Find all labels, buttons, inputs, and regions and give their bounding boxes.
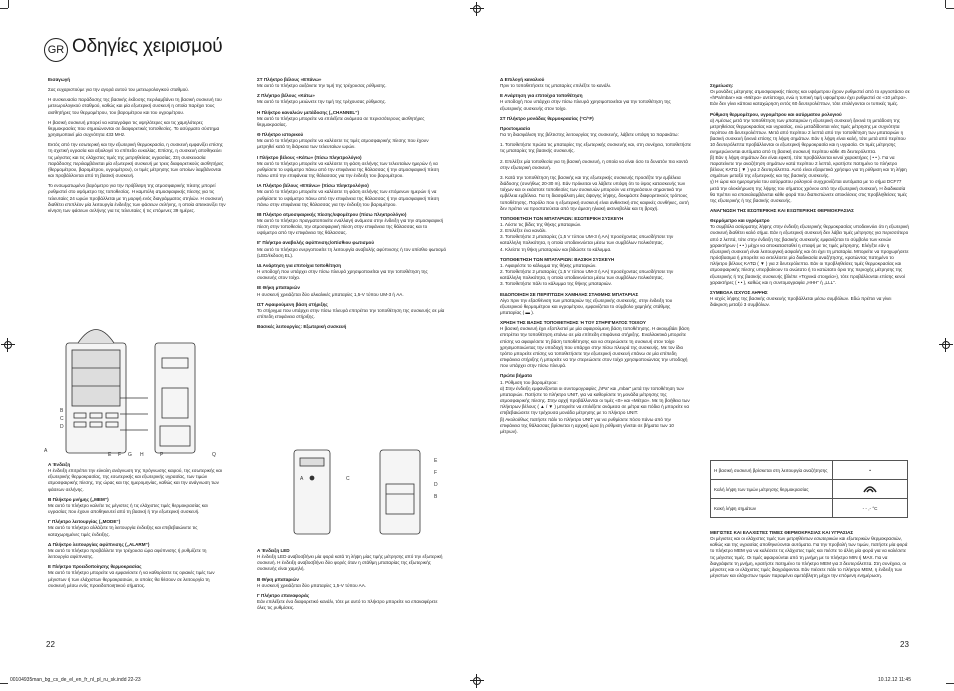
section-heading: Εισαγωγή [48, 77, 71, 82]
section-text: Με αυτό το πλήκτρο αλλάζετε τη λειτουργία ένδειξης και επιβεβαιώνετε τις καταχωρημένες τιμές ένδειξης. [48, 525, 198, 537]
col2-block [257, 183, 447, 208]
section-heading: Β Πλήκτρο μνήμης („MEM“) [48, 496, 109, 502]
section-text: Με αυτό το πλήκτρο αυξάνετε την τιμή της τρέχουσας ρύθμισης. [257, 83, 387, 89]
signal-strength-table [710, 460, 908, 518]
section-heading: Πρώτα βήματα [500, 373, 532, 379]
outdoor-label-d: D [434, 482, 438, 488]
col2-block [257, 302, 447, 320]
section-text: Το ενσωματωμένο βαρόμετρο για την πρόβλεψη της ατμοσφαιρικής πίεσης μπορεί ρυθμιστεί στο υψόμετρο της τοποθεσίας. Η καμπύλη ατμοσφαιρικής πίεσης για τις τελευταίες 24 ωρών προβάλλεται με τη μορφή ενός διαγράμματος στηλών. Η συσκευή διαθέτει επιπλέον μία λειτουργία ένδειξης των φάσεων σελήνης, η οποία απεικονίζει την κίνηση των φάσεων σελήνης για τις τελευταίες ή τις επόμενες 39 ημέρες. [48, 183, 226, 213]
col3-block [500, 257, 692, 288]
section-text: Εάν επιλέξετε ένα διαφορετικό κανάλι, τότε με αυτό το πλήκτρο μπορείτε να επαναφέρετε όλες τις ρυθμίσεις. [257, 599, 438, 611]
section-text: Με αυτό το πλήκτρο μπορείτε να καλέσετε τη φάση σελήνης των τελευταίων ημερών ή να ρυθμίσετε το υψόμετρο πάνω από την επιφάνεια της θάλασσας ή την ατμοσφαιρική πίεση πάνω από την επιφάνεια της θάλασσας για την ένδειξη του βαρομέτρου. [257, 160, 440, 179]
column-2-lower [257, 548, 447, 615]
col1-block [48, 120, 226, 138]
section-heading: ΙΒ Πλήκτρο ατμοσφαιρικής πίεσης/υψομέτρου (πίσω πληκτρολόγιο) [257, 211, 407, 217]
col3-block [500, 116, 692, 122]
col3-block [500, 292, 692, 317]
section-text: Η συσκευή χρειάζεται δύο αλκαλικές μπαταρίες 1,5-V τύπου UM-3 ή AA. [257, 291, 404, 297]
section-text: Για τη διασφάλιση της βέλτιστης λειτουργίας της συσκευής, λάβετε υπόψη τα παρακάτω: [500, 132, 679, 138]
section-text: Εκτός από την εσωτερική και την εξωτερική θερμοκρασία, η συσκευή εμφανίζει επίσης τη σχετική υγρασία και αξιολογεί το επίπεδο ευκολίας. Επίσης, η συσκευή αποθηκεύει τις μέγιστες και τις ελάχιστες τιμές της μετρηθείσας υγρασίας. Στη συσκευασία παράδοσης περιλαμβάνεται μία εξωτερική συσκευή με τρεις διαφορετικούς αισθητήρες (θερμομέτρου, βαρομέτρου, υγρομέτρου), οι τιμές μέτρησης των οποίων λαμβάνονται και προβάλλονται από τη βασική συσκευή. [48, 142, 224, 179]
section-text: 1. Ρύθμιση του βαρομέτρου: α) Στην ένδειξη εμφανίζονται οι συντομογραφίες „hPa“ και „mbar“ μετά την τοποθέτηση των μπαταριών. Πατήστε το πλήκτρο UNIT, για να καθορίσετε τη μονάδα μέτρησης της ατμοσφαιρικής πίεσης. Στην αρχή προβάλλονται οι τιμές «0» και «Μέτρα». Με τη βοήθεια των πλήκτρων βέλους ( ▲ / ▼ ) μπορείτε να επιλέξετε ανάμεσα σε μέτρα και πόδια ή μπορείτε να επιβεβαιώσετε την τρέχουσα μονάδα μέτρησης με το πλήκτρο UNIT. β) Ακολούθως πατήστε πάλι το πλήκτρο UNIT για να ρυθμίσετε πόσο πάνω από την επιφάνεια της θάλασσας βρίσκεται η αρχική ώρα (η ρύθμιση γίνεται σε βήματα των 10 μέτρων). [500, 379, 690, 434]
section-text: Το συμβόλο ασύρματης λήψης στην ένδειξη εξωτερικής θερμοκρασίας υποδεικνύει ότι η εξωτερική συσκευή διαθέτει καλό σήμα. Εάν η εξωτερική συσκευή δεν λάβει τιμές μέτρησης για περισσότερο από 2 λεπτά, τότε στην ένδειξη της βασικής συσκευής εμφανίζεται το σύμβολο των κενών χαρακτήρων ( • • ) μέχρι να αποκατασταθεί η επαφή με τις τιμές μέτρησης. Ελέγξτε εάν η εξωτερική συσκευή είναι λειτουργική ασφαλής και ότι έχει τη μπαταρία. Μπορείτε να προχωρήσετε πρόσβασιμα ή μπορείτε να εκτελέσετε μία διαδικασία αναζήτησης, κρατώντας πατημένο το πλήκτρο βέλους ΚΑΤΩ ( ▼ ) για 2 δευτερόλεπτα. Εάν οι προβληθείσες τιμές θερμοκρασίας και ατμοσφαιρικής πίεσης υπερβαίνουν το ανώτατο ή το κατώτατο όριο της περιοχής μέτρησης της εξωτερικής ή της βασικής συσκευής (βλέπε «Τεχνικά στοιχεία»), τότε προβάλλονται επίσης κενοί χαρακτήρες ( • • ), καθώς και η συντομογραφία „ΗΗΗ“ ή „LLL“. [710, 224, 909, 285]
section-heading: ΕΙΔΟΠΟΙΗΣΗ ΣΕ ΠΕΡΙΠΤΩΣΗ ΧΑΜΗΛΗΣ ΣΤΑΘΜΗΣ ΜΠΑΤΑΡΙΑΣ [500, 291, 639, 297]
section-text: Η υποδοχή που υπάρχει στην πίσω πλευρά χρησιμοποιείται για την τοποθέτηση της συσκευής στον τοίχο. [257, 269, 428, 281]
figure-label-p: P [160, 452, 164, 458]
base-station-figure [60, 318, 220, 458]
col1-block [48, 77, 226, 83]
col2-block [257, 263, 447, 281]
section-heading: Α Ένδειξη LED [257, 548, 290, 553]
registration-mark-right [941, 340, 951, 350]
section-text: Η συσκευή χρειάζεται δύο μπαταρίες 1,5-V τύπου ΑΑ. [257, 582, 367, 588]
col2-block [257, 110, 447, 128]
col4-block [710, 208, 910, 214]
section-text: Με αυτό το πλήκτρο μειώνετε την τιμή της τρέχουσας ρύθμισης. [257, 99, 387, 105]
col2b-block [257, 548, 447, 573]
section-heading: ΤΟΠΟΘΕΤΗΣΗ ΤΩΝ ΜΠΑΤΑΡΙΩΝ: ΒΑΣΙΚΗ ΣΥΣΚΕΥΗ [500, 256, 615, 262]
section-text: 1. Τοποθετήστε πρώτα τις μπαταρίες της εξωτερικής συσκευής και, στη συνέχεια, τοποθετήστε τις μπαταρίες της βασικής συσκευής. [500, 142, 692, 154]
outdoor-label-c: C [346, 476, 350, 482]
column-1-lower [48, 462, 226, 593]
section-heading: Προετοιμασία [500, 125, 531, 131]
signal-table-row [711, 461, 908, 480]
col1b-block [48, 542, 226, 560]
col3-block [500, 175, 692, 212]
page-number-left: 22 [46, 640, 55, 649]
col2-block [257, 155, 447, 180]
figure-label-h: H [140, 452, 144, 458]
col3-block [500, 77, 692, 89]
section-text: Η ισχύς λήψης της βασικής συσκευής προβάλλεται μέσω συμβόλων. Εδώ πρέπει να γίνει διάκριση μεταξύ 3 συμβόλων. [710, 296, 892, 308]
col3-block [500, 320, 692, 369]
col1b-block [48, 497, 226, 515]
registration-mark-left [3, 340, 13, 350]
section-heading: ΣΤ Πλήκτρο μονάδας θερμοκρασίας (°C/°F) [500, 115, 594, 121]
section-text: Το στήριγμα που υπάρχει στην πίσω πλευρά επιτρέπει την τοποθέτηση της συσκευής σε μία επίπεδη επιφάνεια στήριξης. [257, 307, 445, 319]
outdoor-label-e: E [434, 458, 438, 464]
section-text: Με αυτό το πλήκτρο μπορείτε να επιλέξετε ανάμεσα σε περισσότερους αισθητήρες θερμοκρασίας. [257, 115, 425, 127]
col2-block [257, 77, 447, 89]
outdoor-label-b: B [434, 494, 438, 500]
col4b-block [710, 530, 910, 579]
section-heading: ΙΕ Θήκη μπαταριών [257, 285, 300, 291]
signal-table-symbol [833, 480, 908, 499]
section-heading: Δ Επιλογή καναλιού [500, 77, 545, 82]
outdoor-label-f: F [434, 470, 438, 476]
section-heading: ΣΤ Πλήκτρο βέλους «Επάνω» [257, 77, 322, 82]
section-heading: Γ Πλήκτρο επαναφοράς [257, 592, 310, 598]
signal-table-label: Κακή λήψη σημάτων [711, 499, 833, 518]
signal-waves-icon [862, 484, 878, 494]
section-text: 3. Κατά την τοποθέτηση της βασικής και της εξωτερικής συσκευής προσέξτε την εμβέλεια διάδοσης (συνήθως 20-30 m). Εάν πρόκειται να λάβετε υπόψη ότι το ύψος κατασκευής των τοίχων και οι εκάστοτε τοποθεσίες των συσκευών μπορούν να επηρεάσουν σημαντικά την εμβέλεια εμβέλεια. Για τη διασφάλιση μίας άψογης λήψης, δοκιμάστε διαφορετικούς τρόπους τοποθέτησης. Παρόλο που η εξωτερική συσκευή είναι ανθεκτική στις καιρικές συνθήκες, αυτή δεν πρέπει να προστατεύεται από την άμεση ηλιακή ακτινοβολία και τη βροχή. [500, 174, 689, 211]
figure-label-b: B [60, 408, 64, 414]
col3-block [500, 126, 692, 138]
page-number-right: 23 [900, 640, 909, 649]
col2b-block [257, 577, 447, 589]
section-heading: Ζ Πλήκτρο βέλους «Κάτω» [257, 93, 315, 99]
section-text: Με αυτό το πλήκτρο προβάλλετε την τρέχουσα ώρα αφύπνισης ή ρυθμίζετε τη λειτουργία αφύπνισης. [48, 547, 207, 560]
section-heading: Δ Πλήκτρο λειτουργίας αφύπνισης („ALARM“) [48, 541, 150, 547]
column-4 [710, 83, 910, 312]
figure-label-e: E [108, 452, 112, 458]
section-heading: ΙΓ Πλήκτρο αναβολής αφύπνισης/οπίσθιου φωτισμού [257, 240, 375, 246]
col3-block [500, 159, 692, 171]
section-text: Η βασική συσκευή έχει εξοπλιστεί με μία αφαιρούμενη βάση τοποθέτησης. Η ακουμβάει βάση επιτρέπει την τοποθέτηση επάνω σε μία επίπεδη επιφάνεια στήριξης. Εναλλακτικά μπορείτε επίσης να αφαιρέσετε τη βάση τοποθέτησης και να στερεώσετε τη συσκευή στον τοίχο χρησιμοποιώντας την υποδοχή που υπάρχει στην πίσω πλευρά της συσκευής. Με τον ίδιο τρόπο μπορείτε επίσης να τοποθετήσετε την εξωτερική συσκευή επάνω σε μία επίπεδη επιφάνεια στήριξης ή μπορείτε να την στερεώσετε στον τοίχο χρησιμοποιώντας την υποδοχή που υπάρχει στην πίσω πλευρά. [500, 326, 690, 369]
section-text: 1. Λύστε τις βίδες της θήκης μπαταριών. 2. Επιλέξτε ένα κανάλι. 3. Τοποθετήστε 2 μπαταρίες (1,5 V τύπου UM-3 ή ΑΑ) προσέχοντας οπωσδήποτε την καταλληλη πολικότητα, η οποία υποδεικνύεται μέσω των συμβόλων πολικότητας. 4. Κλείστε τη θήκη μπαταριών και βιδώστε το κάλυμμα. [500, 221, 674, 252]
col1b-block [48, 519, 226, 537]
section-text: 1. Αφαιρέστε το κάλυμμα της θήκης μπαταριών. 2. Τοποθετήστε 2 μπαταρίες (1,5 V τύπου UM-3 ή ΑΑ) προσέχοντας οπωσδήποτε την κατάλληλη πολικότητα, η οποία υποδεικνύεται μέσω των συμβόλων πολικότητας. 3. Τοποθετήστε πάλι το κάλυμμα της θήκης μπαταριών. [500, 262, 674, 287]
column-2 [257, 77, 447, 334]
section-heading: Βασικές λειτουργίες: Εξωτερική συσκευή [257, 324, 347, 330]
section-text: Οι μονάδες μέτρησης ατμοσφαιρικής πίεσης και υψόμετρου έχουν ρυθμιστεί από το εργοστάσιο σε «hPa/mbar» και «Μέτρα» αντίστοιχα, ενώ η τυπική τιμή υψομέτρου έχει ρυθμιστεί σε «10 μέτρα». Εάν δεν γίνει κάποια καταχώρηση εντός 60 δευτερολέπτων, τότε επιλέγονται οι τυπικές τιμές. [710, 89, 910, 107]
col4-block [710, 83, 910, 108]
figure-label-d: D [60, 424, 64, 430]
section-text: Με αυτό το πλήκτρο καλείτε τις μέγιστες ή τις ελάχιστες τιμές θερμοκρασίας και υγρασίας που έχουν αποθηκευτεί από τη βασική ή την εξωτερική συσκευή. [48, 502, 208, 515]
outdoor-label-a: A [300, 476, 304, 482]
section-heading: ΤΟΠΟΘΕΤΗΣΗ ΤΩΝ ΜΠΑΤΑΡΙΩΝ: ΕΣΩΤΕΡΙΚΗ ΣΥΣΚΕΥΗ [500, 215, 624, 221]
column-1 [48, 77, 226, 218]
registration-mark-bottom [472, 676, 482, 686]
section-text: Η συσκευασία παράδοσης της βασικής έκδοσης περιλαμβάνει τη βασική συσκευή του μετεωρολογικού σταθμού, καθώς και μία εξωτερική συσκευή η οποία παρέχει τους αισθητήρες του θερμομέτρου, του βαρομέτρου και του υγρομέτρου. [48, 97, 222, 115]
section-heading: ΜΕΓΙΣΤΕΣ ΚΑΙ ΕΛΑΧΙΣΤΕΣ ΤΙΜΕΣ ΘΕΡΜΟΚΡΑΣΙΑΣ ΚΑΙ ΥΓΡΑΣΙΑΣ [710, 530, 854, 535]
registration-mark-top [472, 4, 482, 14]
section-text: Με αυτό το πλήκτρο μπορείτε να καλέσετε τη φάση σελήνης των επόμενων ημερών ή να ρυθμίσετε το υψόμετρο πάνω από την επιφάνεια της θάλασσας ή την ατμοσφαιρική πίεση πάνω στην επιφάνεια της θάλασσας για την ένδειξη του βαρομέτρου. [257, 189, 440, 207]
col1-block [48, 142, 226, 179]
section-heading: ΙΑ Πλήκτρο βέλους «Επάνω» (πίσω πληκτρολόγιο) [257, 183, 369, 189]
signal-table-row [711, 480, 908, 499]
col3-block [500, 142, 692, 154]
section-text: Με αυτό το πλήκτρο ενεργοποιείτε τη λειτουργία αναβολής αφύπνισης ή τον οπίσθιο φωτισμό (LED/έκδοση EL). [257, 246, 447, 258]
section-text: Σας ευχαριστούμε για την αγορά αυτού του μετεωρολογικού σταθμού. [48, 87, 190, 93]
section-text: Με αυτό το πλήκτρο πραγματοποιείτε εναλλαγή ανάμεσα στην ένδειξη για την ατμοσφαιρική πίεση στην τοποθεσία, την ατμοσφαιρική πίεση στην επιφάνεια της θάλασσας και το υψόμετρο από την επιφάνεια της θάλασσας. [257, 217, 444, 236]
section-text: Η ένδειξη LED αναβοσβήνει μία φορά κατά τη λήψη μίας τιμής μέτρησης από την εξωτερική συσκευή. Η ένδειξη αναβοσβήνει δύο φορές όταν η στάθμη μπαταρίας της εξωτερικής συσκευής είναι χαμηλή. [257, 554, 443, 572]
file-slug: 00104935man_bg_cs_de_el_en_fr_nl_pl_ru_sk.indd 22-23 [10, 677, 141, 683]
col4-block [710, 290, 910, 308]
signal-table-label: Η βασική συσκευή βρίσκεται στη λειτουργία αναζήτησης [711, 461, 833, 480]
section-text: Λίγο πριν την εξασθένιση των μπαταριών της εξωτερικής συσκευής, στην ένδειξη του εξωτερικού θερμομέτρου και υγρομέτρου, εμφανίζεται το σύμβολο χαμηλής στάθμης μπαταρίας ( ▬ ). [500, 297, 673, 315]
section-heading: ΙΔ Ανάρτηση για επιτοίχια τοποθέτηση [257, 262, 342, 268]
signal-table-row [711, 499, 908, 518]
section-heading: Γ Πλήκτρο λειτουργίας („MODE“) [48, 519, 121, 525]
section-heading: Θ Πλήκτρο ιστορικού [257, 132, 304, 138]
figure-label-c: C [60, 416, 64, 422]
section-heading: Ε Πλήκτρο προειδοποίησης θερμοκρασίας [48, 564, 142, 570]
col4-block [710, 218, 910, 286]
signal-table-symbol: - - ,- °C [833, 499, 908, 518]
col2-block [257, 212, 447, 237]
language-badge-label: GR [47, 44, 65, 56]
section-text: Η βασική συσκευή μπορεί να καταγράφει τις υψηλότερες και τις χαμηλότερες θερμοκρασίες που σημειώνονται σε διαφορετικές τοποθεσίες. Το ασύρματο σύστημα χρησιμοποιεί μία συχνότητα 433 MHz. [48, 119, 220, 138]
section-text: Η υποδοχή που υπάρχει στην πίσω πλευρά χρησιμοποιείται για την τοποθέτηση της εξωτερικής συσκευής στον τοίχο. [500, 99, 671, 111]
section-heading: ΣΥΜΒΟΛΑ ΙΣΧΥΟΣ ΛΗΨΗΣ [710, 289, 768, 295]
col2-block [257, 93, 447, 105]
col1-block [48, 183, 226, 214]
section-heading: ΧΡΗΣΗ ΤΗΣ ΒΑΣΗΣ ΤΟΠΟΘΕΤΗΣΗΣ Ή ΤΟΥ ΣΤΗΡΙΓΜΑΤΟΣ ΤΟΙΧΟΥ [500, 320, 646, 326]
section-heading: Ι Πλήκτρο βέλους «Κάτω» (πίσω πληκτρολόγιο) [257, 154, 362, 160]
page-title: Οδηγίες χειρισμού [72, 36, 223, 57]
col1-block [48, 87, 226, 93]
col3-block [500, 216, 692, 253]
section-heading: Ρύθμιση θερμομέτρου, υγρομέτρου και ασύρματου ρολογιού [710, 111, 842, 117]
section-heading: Η Πλήκτρο καναλιών μετάδοσης („CHANNEL“) [257, 109, 360, 115]
column-3 [500, 77, 692, 439]
col3-block [500, 373, 692, 435]
figure-label-a: A [44, 448, 48, 454]
section-text: Με αυτό το πλήκτρο μπορείτε να καλέσετε τις τιμές ατμοσφαιρικής πίεσης που έχουν μετρηθεί κατά τη διάρκεια των τελευταίων ωρών. [257, 138, 429, 150]
section-heading: Ε Ανάρτηση για επιτοίχια τοποθέτηση [500, 93, 583, 99]
col2b-block [257, 593, 447, 611]
section-text: Η ένδειξη επιτρέπει την εύκολη ανάγνωση της πρόγνωσης καιρού, της εσωτερικής και εξωτερικής θερμοκρασίας, της εσωτερικής και εξωτερικής υγρασίας, των τιμών ατμοσφαιρικής πίεσης, της ώρας και της ημερομηνίας, καθώς και την ανάγνωση των φάσεων σελήνης. [48, 468, 222, 492]
section-text: Πριν το τοποθετήσετε τις μπαταρίες επιλέξτε το κανάλι. [500, 83, 612, 89]
print-date: 10.12.12 11:45 [878, 677, 911, 683]
section-text: Με αυτό το πλήκτρο μπορείτε να εμφανίσετε ή να καθορίσετε τις οριακές τιμές των μέγιστων ή των ελάχιστων θερμοκρασιών, οι οποίες θα θέσουν σε λειτουργία τη συσκευή μέσω ενός προειδοποιητικού σήματος. [48, 570, 215, 588]
section-heading: ΑΝΑΓΝΩΣΗ ΤΗΣ ΕΣΩΤΕΡΙΚΗΣ ΚΑΙ ΕΞΩΤΕΡΙΚΗΣ ΘΕΡΜΟΚΡΑΣΙΑΣ [710, 207, 854, 213]
section-text: Οι μέγιστες και οι ελάχιστες τιμές των μετρηθέντων εσωτερικών και εξωτερικών θερμοκρασιών, καθώς και της υγρασίας αποθηκεύονται αυτόματα. Για την προβολή των τιμών, πατήστε μία φορά το πλήκτρο MEM για να καλέσετε τις ελάχιστες τιμές και πιέστε το άλλη μία φορά για να καλέσετε τις μέγιστες τιμές. Οι τιμές αφαιρούνται από τη μνήμη με το πλήκτρο MIN ή MAX. Για να διαγράψετε τη μνήμη, κρατήστε πατημένο το πλήκτρο MEM για 3 δευτερόλεπτα. Στη συνέχεια, οι μέγιστες και οι ελάχιστες τιμές διαγράφονται. Εάν πιέσετε πάλι το πλήκτρο MEM, η ένδειξη των μέγιστων και ελάχιστων τιμών παραμένει αμετάβλητη μέχρι την επόμενη ενημέρωση. [710, 536, 908, 579]
column-4-lower [710, 530, 910, 583]
section-heading: Θερμόμετρο και υγρόμετρο [710, 218, 770, 224]
section-text: 2. Επιλέξτε μία τοποθεσία για τη βασική συσκευή, η οποία να είναι όσο το δυνατόν πιο κοντά στην εξωτερική συσκευή. [500, 158, 688, 170]
col3-block [500, 93, 692, 111]
figure-label-q: Q [212, 452, 216, 458]
signal-table-symbol: • [833, 461, 908, 480]
col2-block [257, 285, 447, 297]
outdoor-sensor-figure [290, 444, 440, 536]
col2-block [257, 240, 447, 258]
col2-block [257, 132, 447, 150]
section-heading: ΙΣΤ Αφαιρούμενη βάση στήριξης [257, 301, 328, 307]
section-heading: Α Ένδειξη [48, 462, 71, 467]
section-text: α) Αμέσως μετά την τοποθέτηση των μπαταριών η εξωτερική συσκευή ξεκινά τη μετάδοση της μετρηθείσας θερμοκρασίας και υγρασίας, ενώ μεταδίδονται νέες τιμές μέτρησης με συχνότητα περίπου 45 δευτερολέπτων. Μετά από περίπου 2 λεπτά από την τοποθέτηση των μπαταριών η βασική συσκευή ξεκινά επίσης τη λήψη σημάτων. Εάν η λήψη είναι καλή, τότε μετά από περίπου 10 δευτερόλεπτα προβάλλονται οι εξωτερική θερμοκρασία και η υγρασία. Οι τιμές μέτρησης ενημερώνονται αυτόματα από τη βασική συσκευή περίπου κάθε 45 δευτερόλεπτα. β) Εάν η λήψη σημάτων δεν είναι εφικτή, τότε προβάλλονται κενοί χαρακτήρες ( • • ). Για να παρατείνετε την αναζήτηση σημάτων κατά περίπου 2 λεπτά, κρατήστε πατημένο το πλήκτρο βέλους ΚΑΤΩ ( ▼ ) για 2 δευτερόλεπτα. Αυτό είναι εξαιρετικά χρήσιμο για τη ρύθμιση και τη λήψη σημάτων μεταξύ της εξωτερικής και της βασικής συσκευής. γ) Η ώρα και ημερομηνία του ασύρματου ρολογιού συγχρονίζεται αυτόματα με το σήμα DCF77 μετά την ολοκλήρωση της λήψης του σήματος χρόνου από την εξωτερική συσκευή. Η διαδικασία θα πρέπει να επαναλαμβάνεται κάθε φορά που διαπιστώνετε αποκλίσεις στις προβληθείσες τιμές της εξωτερικής ή της βασικής συσκευής. [710, 117, 908, 203]
col1-block [48, 97, 226, 115]
section-heading: Β Θήκη μπαταριών [257, 576, 299, 582]
language-badge [44, 38, 68, 62]
section-heading: Σημείωση: [710, 83, 734, 88]
col2-block [257, 324, 447, 330]
figure-label-f: F [118, 452, 122, 458]
col1b-block [48, 462, 226, 493]
signal-table-label: Καλή λήψη των τιμών μέτρησης θερμοκρασίας [711, 480, 833, 499]
figure-label-g: G [128, 452, 132, 458]
col1b-block [48, 564, 226, 589]
col4-block [710, 112, 910, 204]
